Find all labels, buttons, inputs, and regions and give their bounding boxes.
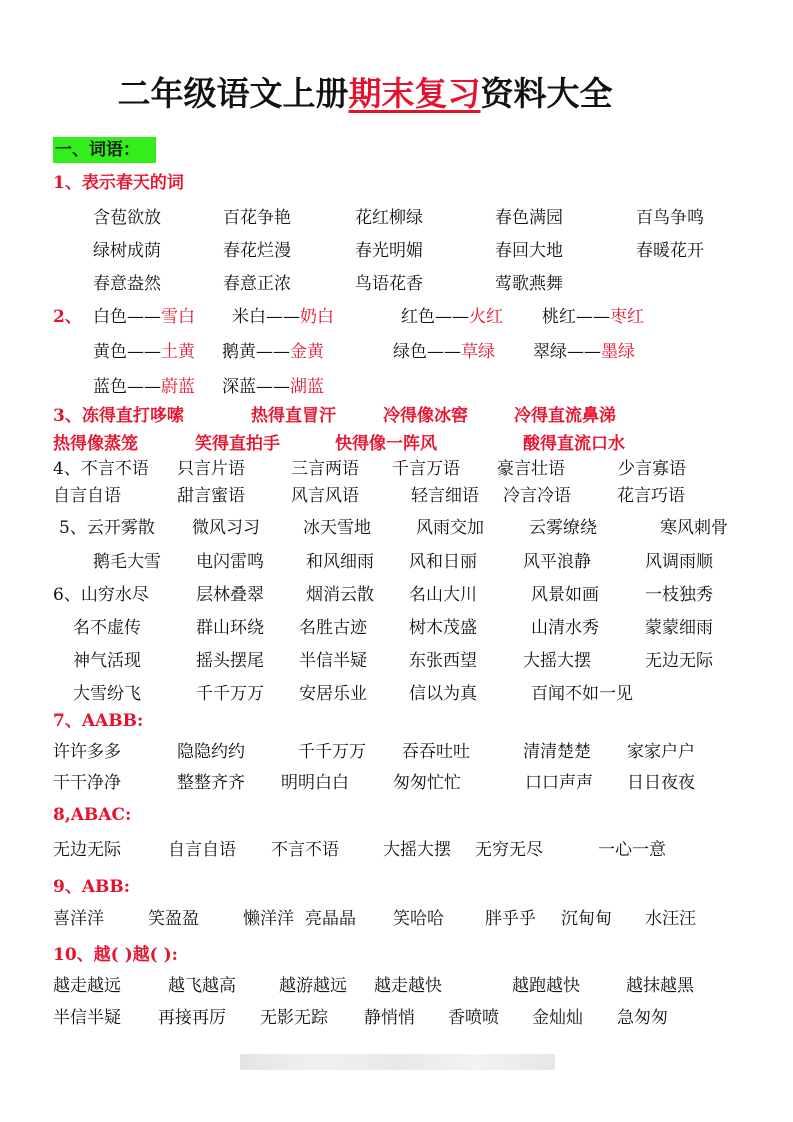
word: 胖乎乎 bbox=[485, 909, 536, 929]
page-title bbox=[0, 68, 730, 115]
word: 山清水秀 bbox=[531, 618, 599, 638]
word: 静悄悄 bbox=[364, 1008, 415, 1028]
color-pair bbox=[393, 337, 495, 362]
word: 风平浪静 bbox=[523, 552, 591, 572]
word: 隐隐约约 bbox=[177, 742, 245, 762]
word: 无穷无尽 bbox=[475, 840, 543, 860]
word: 一心一意 bbox=[598, 840, 666, 860]
word: 甜言蜜语 bbox=[177, 486, 245, 506]
word: 信以为真 bbox=[409, 684, 477, 704]
color-variant: 蔚蓝 bbox=[161, 377, 195, 397]
word: 三言两语 bbox=[291, 459, 359, 479]
word: 千千万万 bbox=[298, 742, 366, 762]
expression: 冷得像冰窖 bbox=[383, 406, 468, 426]
word: 只言片语 bbox=[177, 459, 245, 479]
title-suffix: 资料大全 bbox=[480, 74, 613, 113]
word: 春花烂漫 bbox=[223, 241, 291, 261]
word: 百花争艳 bbox=[223, 208, 291, 228]
word: 一枝独秀 bbox=[645, 585, 713, 605]
color-base: 绿色—— bbox=[393, 342, 461, 362]
word: 花红柳绿 bbox=[355, 208, 423, 228]
word: 亮晶晶 bbox=[305, 909, 356, 929]
word: 微风习习 bbox=[192, 518, 260, 538]
word: 越抹越黑 bbox=[626, 976, 694, 996]
word: 风景如画 bbox=[531, 585, 599, 605]
word: 干干净净 bbox=[53, 773, 121, 793]
word: 香喷喷 bbox=[448, 1008, 499, 1028]
color-pair bbox=[533, 337, 635, 362]
word: 沉甸甸 bbox=[561, 909, 612, 929]
expression: 热得像蒸笼 bbox=[53, 434, 138, 454]
word: 东张西望 bbox=[409, 651, 477, 671]
color-pair bbox=[93, 302, 195, 327]
group1-heading: 1、表示春天的词 bbox=[53, 173, 184, 193]
word: 摇头摆尾 bbox=[196, 651, 264, 671]
word: 和风细雨 bbox=[306, 552, 374, 572]
word: 风调雨顺 bbox=[645, 552, 713, 572]
blurred-watermark bbox=[240, 1054, 555, 1070]
color-pair bbox=[542, 302, 644, 327]
word: 春意正浓 bbox=[223, 274, 291, 294]
word: 寒风刺骨 bbox=[660, 518, 728, 538]
word: 大摇大摆 bbox=[523, 651, 591, 671]
color-base: 深蓝—— bbox=[222, 377, 290, 397]
word: 安居乐业 bbox=[299, 684, 367, 704]
word: 无边无际 bbox=[645, 651, 713, 671]
color-base: 米白—— bbox=[232, 307, 300, 327]
color-base: 鹅黄—— bbox=[222, 342, 290, 362]
word: 自言自语 bbox=[168, 840, 236, 860]
color-pair bbox=[93, 337, 195, 362]
group8-heading: 8,ABAC: bbox=[53, 805, 132, 825]
color-variant: 土黄 bbox=[161, 342, 195, 362]
color-variant: 墨绿 bbox=[601, 342, 635, 362]
word: 鹅毛大雪 bbox=[93, 552, 161, 572]
word: 春暖花开 bbox=[636, 241, 704, 261]
word: 百闻不如一见 bbox=[531, 684, 633, 704]
word: 名胜古迹 bbox=[299, 618, 367, 638]
word: 冰天雪地 bbox=[303, 518, 371, 538]
word: 越走越远 bbox=[53, 976, 121, 996]
word: 蒙蒙细雨 bbox=[645, 618, 713, 638]
word: 急匆匆 bbox=[617, 1008, 668, 1028]
word: 吞吞吐吐 bbox=[402, 742, 470, 762]
color-base: 桃红—— bbox=[542, 307, 610, 327]
expression: 快得像一阵风 bbox=[335, 434, 437, 454]
word: 春回大地 bbox=[495, 241, 563, 261]
word: 绿树成荫 bbox=[93, 241, 161, 261]
word: 百鸟争鸣 bbox=[636, 208, 704, 228]
color-pair bbox=[222, 337, 324, 362]
word: 家家户户 bbox=[627, 742, 695, 762]
word: 云雾缭绕 bbox=[529, 518, 597, 538]
word: 冷言冷语 bbox=[503, 486, 571, 506]
word: 神气活现 bbox=[73, 651, 141, 671]
word: 风雨交加 bbox=[416, 518, 484, 538]
word: 5、云开雾散 bbox=[59, 518, 155, 538]
title-prefix: 二年级语文上册 bbox=[117, 74, 349, 113]
color-variant: 雪白 bbox=[161, 307, 195, 327]
word: 懒洋洋 bbox=[243, 909, 294, 929]
word: 莺歌燕舞 bbox=[495, 274, 563, 294]
word: 口口声声 bbox=[525, 773, 593, 793]
word: 春光明媚 bbox=[355, 241, 423, 261]
word: 清清楚楚 bbox=[523, 742, 591, 762]
color-pair bbox=[93, 372, 195, 397]
word: 鸟语花香 bbox=[355, 274, 423, 294]
word: 群山环绕 bbox=[196, 618, 264, 638]
word: 千千万万 bbox=[196, 684, 264, 704]
word: 大雪纷飞 bbox=[73, 684, 141, 704]
word: 笑哈哈 bbox=[393, 909, 444, 929]
word: 许许多多 bbox=[53, 742, 121, 762]
word: 大摇大摆 bbox=[383, 840, 451, 860]
word: 喜洋洋 bbox=[53, 909, 104, 929]
word: 名不虚传 bbox=[73, 618, 141, 638]
word: 日日夜夜 bbox=[627, 773, 695, 793]
word: 千言万语 bbox=[392, 459, 460, 479]
word: 花言巧语 bbox=[617, 486, 685, 506]
color-pair bbox=[401, 302, 503, 327]
color-base: 红色—— bbox=[401, 307, 469, 327]
color-variant: 枣红 bbox=[610, 307, 644, 327]
color-base: 黄色—— bbox=[93, 342, 161, 362]
expression: 冷得直流鼻涕 bbox=[514, 406, 616, 426]
expression: 热得直冒汗 bbox=[251, 406, 336, 426]
color-base: 翠绿—— bbox=[533, 342, 601, 362]
word: 笑盈盈 bbox=[148, 909, 199, 929]
word: 越飞越高 bbox=[168, 976, 236, 996]
word: 豪言壮语 bbox=[497, 459, 565, 479]
word: 无影无踪 bbox=[260, 1008, 328, 1028]
word: 含苞欲放 bbox=[93, 208, 161, 228]
word: 再接再厉 bbox=[158, 1008, 226, 1028]
color-variant: 湖蓝 bbox=[290, 377, 324, 397]
color-variant: 草绿 bbox=[461, 342, 495, 362]
word: 明明白白 bbox=[281, 773, 349, 793]
expression: 笑得直拍手 bbox=[195, 434, 280, 454]
group7-heading: 7、AABB: bbox=[53, 711, 144, 731]
word: 自言自语 bbox=[53, 486, 121, 506]
word: 水汪汪 bbox=[645, 909, 696, 929]
word: 春色满园 bbox=[495, 208, 563, 228]
color-base: 白色—— bbox=[93, 307, 161, 327]
color-variant: 火红 bbox=[469, 307, 503, 327]
expression: 3、冻得直打哆嗦 bbox=[53, 406, 184, 426]
word: 越走越快 bbox=[374, 976, 442, 996]
color-variant: 奶白 bbox=[300, 307, 334, 327]
expression: 酸得直流口水 bbox=[523, 434, 625, 454]
word: 少言寡语 bbox=[618, 459, 686, 479]
word: 4、不言不语 bbox=[53, 459, 149, 479]
word: 烟消云散 bbox=[306, 585, 374, 605]
word: 层林叠翠 bbox=[196, 585, 264, 605]
word: 金灿灿 bbox=[532, 1008, 583, 1028]
color-pair bbox=[232, 302, 334, 327]
word: 6、山穷水尽 bbox=[53, 585, 149, 605]
word: 越游越远 bbox=[279, 976, 347, 996]
word: 轻言细语 bbox=[411, 486, 479, 506]
word: 无边无际 bbox=[53, 840, 121, 860]
word: 不言不语 bbox=[271, 840, 339, 860]
word: 电闪雷鸣 bbox=[196, 552, 264, 572]
word: 越跑越快 bbox=[512, 976, 580, 996]
group9-heading: 9、ABB: bbox=[53, 877, 131, 897]
word: 树木茂盛 bbox=[409, 618, 477, 638]
word: 风言风语 bbox=[291, 486, 359, 506]
section-heading-vocabulary: 一、词语： bbox=[53, 137, 156, 163]
word: 春意盎然 bbox=[93, 274, 161, 294]
word: 风和日丽 bbox=[409, 552, 477, 572]
color-pair bbox=[222, 372, 324, 397]
word: 匆匆忙忙 bbox=[393, 773, 461, 793]
word: 半信半疑 bbox=[299, 651, 367, 671]
word: 名山大川 bbox=[409, 585, 477, 605]
word: 半信半疑 bbox=[53, 1008, 121, 1028]
color-variant: 金黄 bbox=[290, 342, 324, 362]
group10-heading: 10、越( )越( ): bbox=[53, 945, 178, 965]
color-base: 蓝色—— bbox=[93, 377, 161, 397]
group2-number: 2、 bbox=[53, 307, 82, 327]
title-highlight: 期末复习 bbox=[348, 74, 481, 113]
word: 整整齐齐 bbox=[177, 773, 245, 793]
